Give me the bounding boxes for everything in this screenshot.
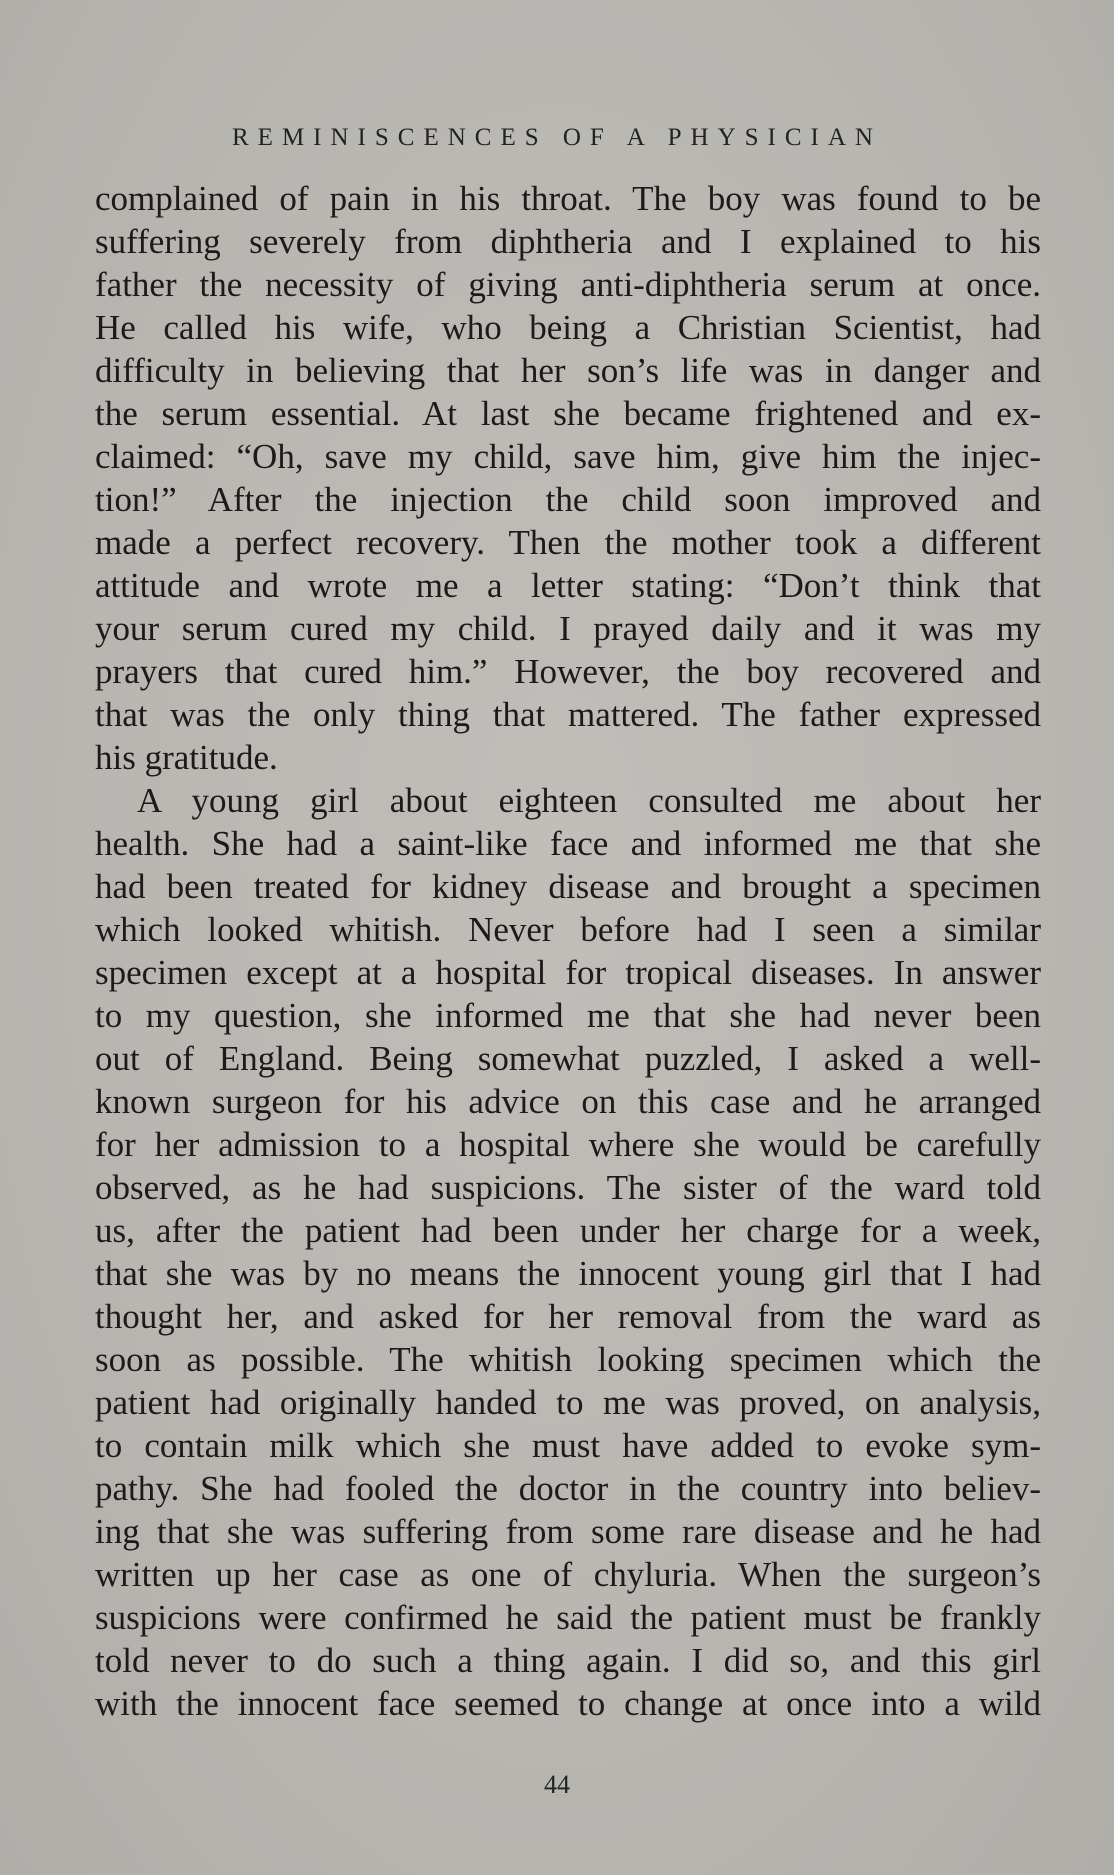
text-line: out of England. Being somewhat puzzled, I asked a well- bbox=[95, 1039, 1041, 1078]
text-line: which looked whitish. Never before had I seen a similar bbox=[95, 910, 1041, 949]
text-line: his gratitude. bbox=[95, 738, 278, 777]
text-line: difficulty in believing that her son’s life was in danger and bbox=[95, 351, 1041, 390]
running-head: REMINISCENCES OF A PHYSICIAN bbox=[232, 124, 882, 151]
text-line: thought her, and asked for her removal from the ward as bbox=[95, 1297, 1041, 1336]
text-line: to my question, she informed me that she had never been bbox=[95, 996, 1041, 1035]
text-line: pathy. She had fooled the doctor in the country into believ- bbox=[95, 1469, 1041, 1508]
text-line: to contain milk which she must have added to evoke sym- bbox=[95, 1426, 1041, 1465]
text-line: known surgeon for his advice on this case and he arranged bbox=[95, 1082, 1041, 1121]
text-line: with the innocent face seemed to change at once into a wild bbox=[95, 1684, 1041, 1723]
paragraph-2 bbox=[95, 779, 1041, 1725]
text-line: A young girl about eighteen consulted me about her bbox=[137, 781, 1041, 820]
text-line: patient had originally handed to me was proved, on analysis, bbox=[95, 1383, 1041, 1422]
text-line: told never to do such a thing again. I did so, and this girl bbox=[95, 1641, 1041, 1680]
text-line: tion!” After the injection the child soon improved and bbox=[95, 480, 1041, 519]
text-line: attitude and wrote me a letter stating: “Don’t think that bbox=[95, 566, 1041, 605]
text-line: made a perfect recovery. Then the mother took a different bbox=[95, 523, 1041, 562]
text-line: for her admission to a hospital where she would be carefully bbox=[95, 1125, 1041, 1164]
paragraph-1 bbox=[95, 177, 1041, 779]
text-line: health. She had a saint-like face and informed me that she bbox=[95, 824, 1041, 863]
text-line: had been treated for kidney disease and brought a specimen bbox=[95, 867, 1041, 906]
text-line: that was the only thing that mattered. The father expressed bbox=[95, 695, 1041, 734]
text-line: claimed: “Oh, save my child, save him, give him the injec- bbox=[95, 437, 1041, 476]
text-line: suspicions were confirmed he said the patient must be frankly bbox=[95, 1598, 1041, 1637]
text-line: ing that she was suffering from some rare disease and he had bbox=[95, 1512, 1041, 1551]
text-line: He called his wife, who being a Christian Scientist, had bbox=[95, 308, 1041, 347]
text-line: your serum cured my child. I prayed daily and it was my bbox=[95, 609, 1041, 648]
text-line: that she was by no means the innocent young girl that I had bbox=[95, 1254, 1041, 1293]
text-line: written up her case as one of chyluria. When the surgeon’s bbox=[95, 1555, 1041, 1594]
body-text bbox=[95, 177, 1041, 1725]
text-line: suffering severely from diphtheria and I explained to his bbox=[95, 222, 1041, 261]
text-line: soon as possible. The whitish looking specimen which the bbox=[95, 1340, 1041, 1379]
text-line: observed, as he had suspicions. The sister of the ward told bbox=[95, 1168, 1041, 1207]
text-line: father the necessity of giving anti-diphtheria serum at once. bbox=[95, 265, 1041, 304]
text-line: specimen except at a hospital for tropical diseases. In answer bbox=[95, 953, 1041, 992]
text-line: complained of pain in his throat. The boy was found to be bbox=[95, 179, 1041, 218]
text-line: prayers that cured him.” However, the boy recovered and bbox=[95, 652, 1041, 691]
text-line: the serum essential. At last she became frightened and ex- bbox=[95, 394, 1041, 433]
text-line: us, after the patient had been under her charge for a week, bbox=[95, 1211, 1041, 1250]
page-number: 44 bbox=[544, 1770, 570, 1799]
